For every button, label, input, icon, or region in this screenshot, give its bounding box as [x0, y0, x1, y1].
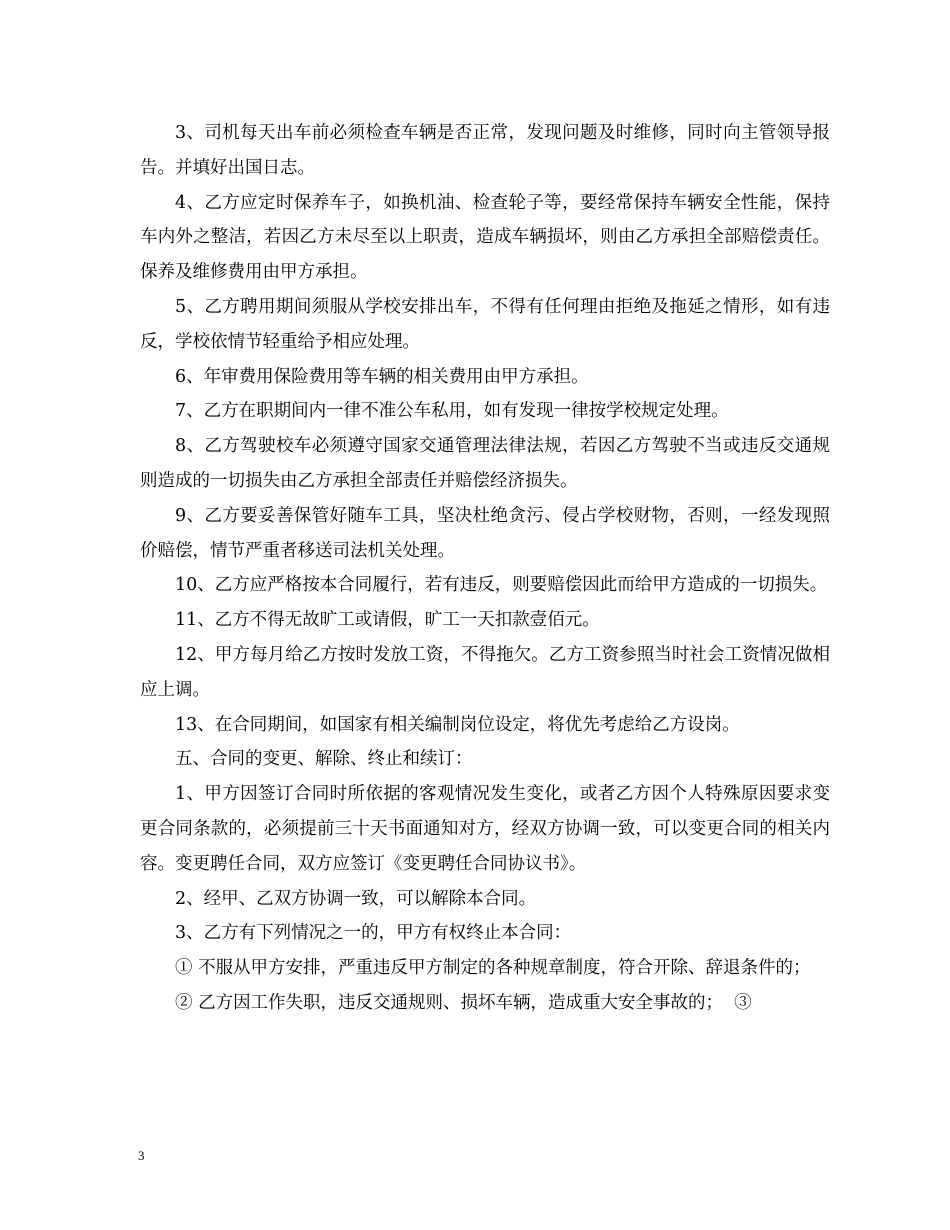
paragraph: 6、年审费用保险费用等车辆的相关费用由甲方承担。	[175, 366, 589, 387]
paragraph: 4、乙方应定时保养车子，如换机油、检查轮子等，要经常保持车辆安全性能，保持车内外之整洁，若因乙方未尽至以上职责，造成车辆损坏，则由乙方承担全部赔偿责任。保养及维修费用由甲方承担。	[140, 192, 830, 283]
paragraph: 3、司机每天出车前必须检查车辆是否正常，发现问题及时维修，同时向主管领导报告。并填好出国日志。	[140, 123, 830, 178]
list-item: ② 乙方因工作失职，违反交通规则、损坏车辆，造成重大安全事故的； ③	[175, 992, 752, 1013]
page-number: 3	[138, 1148, 145, 1163]
paragraph: 2、经甲、乙双方协调一致，可以解除本合同。	[175, 888, 537, 909]
paragraph: 9、乙方要妥善保管好随车工具，坚决杜绝贪污、侵占学校财物，否则，一经发现照价赔偿，情节严重者移送司法机关处理。	[140, 505, 830, 561]
section-heading: 五、合同的变更、解除、终止和续订：	[175, 749, 473, 770]
paragraph: 3、乙方有下列情况之一的，甲方有权终止本合同：	[175, 923, 572, 944]
paragraph: 7、乙方在职期间内一律不准公车私用，如有发现一律按学校规定处理。	[175, 401, 729, 422]
paragraph: 10、乙方应严格按本合同履行，若有违反，则要赔偿因此而给甲方造成的一切损失。	[175, 575, 828, 596]
paragraph: 8、乙方驾驶校车必须遵守国家交通管理法律法规，若因乙方驾驶不当或违反交通规则造成的一切损失由乙方承担全部责任并赔偿经济损失。	[140, 436, 830, 491]
paragraph: 5、乙方聘用期间须服从学校安排出车，不得有任何理由拒绝及拖延之情形，如有违反，学校依情节轻重给予相应处理。	[140, 296, 830, 352]
paragraph: 11、乙方不得无故旷工或请假，旷工一天扣款壹佰元。	[175, 610, 600, 631]
paragraph: 12、甲方每月给乙方按时发放工资，不得拖欠。乙方工资参照当时社会工资情况做相应上调。	[140, 644, 830, 700]
list-item: ① 不服从甲方安排，严重违反甲方制定的各种规章制度，符合开除、辞退条件的；	[175, 958, 811, 979]
document-body	[140, 116, 830, 1021]
paragraph: 1、甲方因签订合同时所依据的客观情况发生变化，或者乙方因个人特殊原因要求变更合同条款的，必须提前三十天书面通知对方，经双方协调一致，可以变更合同的相关内容。变更聘任合同，双方应签订《变更聘任合同协议书》。	[140, 784, 830, 874]
paragraph: 13、在合同期间，如国家有相关编制岗位设定，将优先考虑给乙方设岗。	[175, 714, 740, 735]
